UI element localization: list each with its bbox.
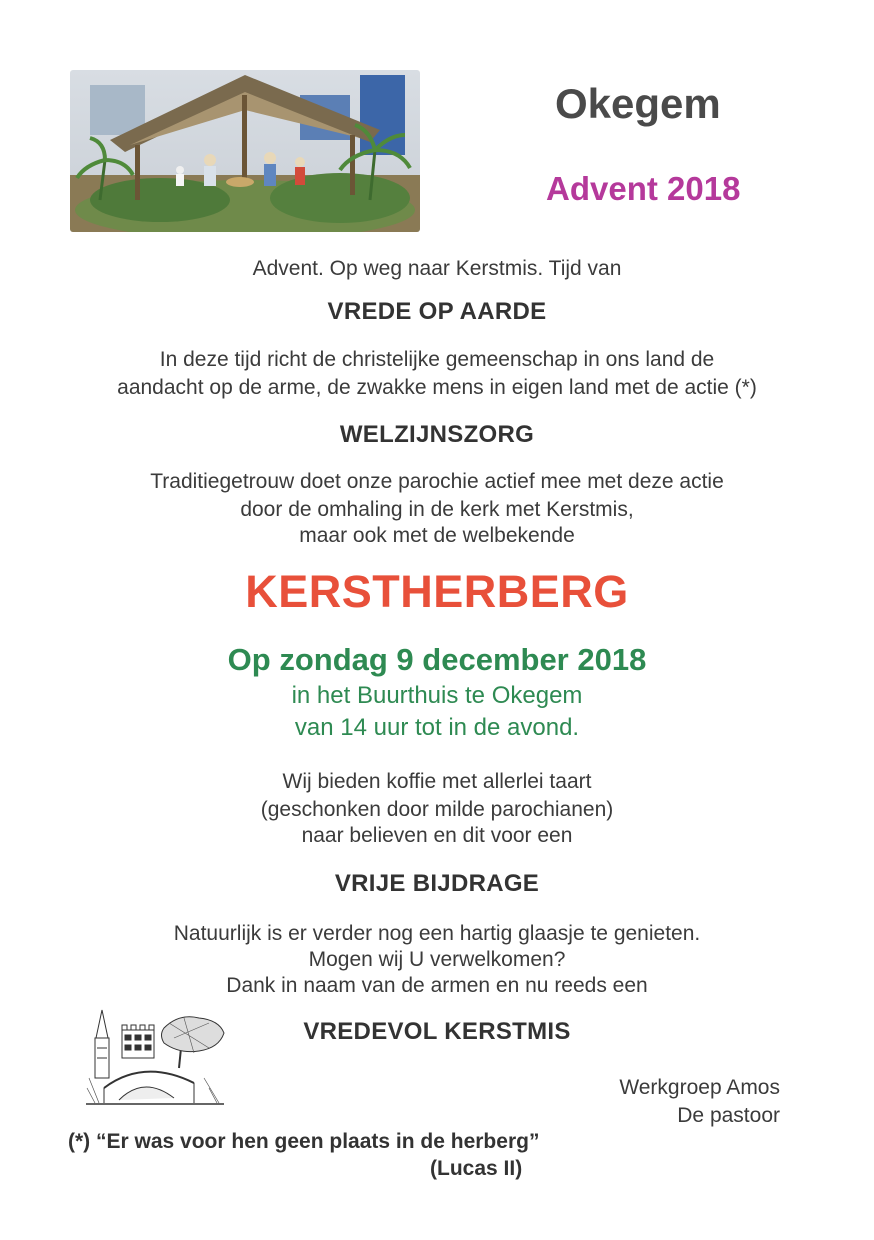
intro-line: Advent. Op weg naar Kerstmis. Tijd van xyxy=(252,257,622,280)
paragraph-1-line-1: In deze tijd richt de christelijke gemeenschap in ons land de xyxy=(159,348,715,371)
signature-werkgroep: Werkgroep Amos xyxy=(619,1076,780,1099)
event-name: KERSTHERBERG xyxy=(245,566,629,617)
paragraph-4-line-1: Natuurlijk is er verder nog een hartig glaasje te genieten. xyxy=(173,922,701,945)
footnote-quote: (*) “Er was voor hen geen plaats in de herberg” xyxy=(68,1130,540,1153)
paragraph-4-line-2: Mogen wij U verwelkomen? xyxy=(308,948,566,971)
signature-pastoor: De pastoor xyxy=(677,1104,780,1127)
nativity-scene-photo xyxy=(70,70,420,232)
paragraph-2-line-3: maar ook met de welbekende xyxy=(299,524,575,547)
footnote-source: (Lucas II) xyxy=(430,1157,523,1180)
event-location: in het Buurthuis te Okegem xyxy=(291,682,583,709)
village-church-bridge-sketch xyxy=(84,1008,229,1108)
paragraph-2-line-2: door de omhaling in de kerk met Kerstmis, xyxy=(240,498,634,521)
season-subtitle: Advent 2018 xyxy=(546,170,741,207)
heading-welzijnszorg: WELZIJNSZORG xyxy=(339,421,535,448)
event-date: Op zondag 9 december 2018 xyxy=(227,642,647,677)
heading-vredevol-kerstmis: VREDEVOL KERSTMIS xyxy=(303,1018,571,1045)
paragraph-2-line-1: Traditiegetrouw doet onze parochie actief mee met deze actie xyxy=(150,470,724,493)
paragraph-3-line-3: naar believen en dit voor een xyxy=(301,824,573,847)
page-title: Okegem xyxy=(555,80,721,127)
paragraph-4-line-3: Dank in naam van de armen en nu reeds een xyxy=(226,974,648,997)
paragraph-1-line-2: aandacht op de arme, de zwakke mens in eigen land met de actie (*) xyxy=(117,376,757,399)
heading-vrede-op-aarde: VREDE OP AARDE xyxy=(327,298,547,325)
event-time: van 14 uur tot in de avond. xyxy=(294,714,580,741)
heading-vrije-bijdrage: VRIJE BIJDRAGE xyxy=(334,870,540,897)
paragraph-3-line-1: Wij bieden koffie met allerlei taart xyxy=(282,770,592,793)
paragraph-3-line-2: (geschonken door milde parochianen) xyxy=(260,798,614,821)
